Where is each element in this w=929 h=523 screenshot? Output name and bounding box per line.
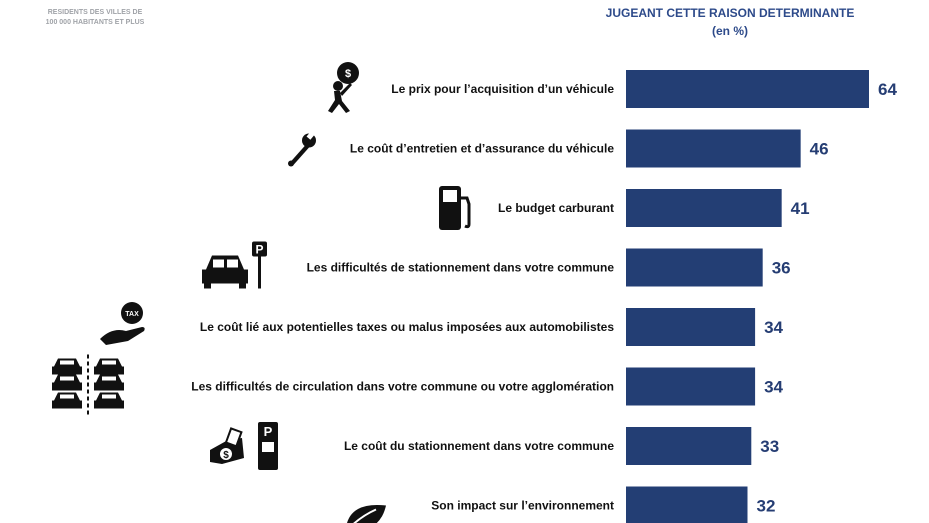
value-label-3: 41 [790, 199, 810, 218]
parking-meter-payment-icon [210, 422, 278, 470]
car-parking-icon [202, 242, 267, 289]
bar-5 [626, 308, 755, 346]
svg-text:P: P [255, 242, 264, 257]
category-label-8: Son impact sur l’environnement [431, 498, 614, 513]
traffic-jam-icon [52, 355, 124, 417]
wrench-icon [288, 131, 316, 166]
tax-bag-hand-icon [100, 302, 145, 345]
category-label-3: Le budget carburant [497, 201, 614, 215]
value-label-1: 64 [878, 80, 897, 99]
category-label-4: Les difficultés de stationnement dans votre commune [306, 260, 614, 275]
bar-3 [626, 189, 782, 227]
category-label-1: Le prix pour l’acquisition d’un véhicule [391, 82, 614, 96]
money-bag-thief-icon [328, 62, 359, 113]
fuel-pump-icon [439, 186, 469, 230]
value-label-4: 36 [771, 258, 791, 278]
svg-text:$: $ [344, 68, 352, 80]
bar-7 [626, 427, 751, 465]
value-label-2: 46 [809, 139, 829, 159]
bar-8 [626, 487, 748, 523]
bar-6 [626, 368, 755, 406]
value-label-7: 33 [760, 437, 780, 456]
bar-1 [626, 70, 869, 108]
category-label-2: Le coût d’entretien et d’assurance du véhicule [349, 141, 614, 156]
value-label-6: 34 [764, 377, 784, 397]
bar-4 [626, 249, 763, 287]
corner-line-1: RESIDENTS DES VILLES DE [47, 9, 143, 16]
header-line-2: (en %) [712, 24, 748, 38]
svg-text:TAX: TAX [125, 311, 139, 318]
category-label-7: Le coût du stationnement dans votre commune [343, 439, 614, 453]
category-label-6: Les difficultés de circulation dans votre commune ou votre agglomération [191, 379, 614, 394]
leaf-icon [344, 505, 386, 523]
corner-line-2: 100 000 HABITANTS ET PLUS [45, 19, 145, 26]
value-label-5: 34 [764, 318, 784, 337]
header-line-1: JUGEANT CETTE RAISON DETERMINANTE [605, 6, 855, 20]
svg-text:$: $ [223, 450, 229, 461]
bar-2 [626, 130, 801, 168]
category-label-5: Le coût lié aux potentielles taxes ou malus imposées aux automobilistes [199, 320, 614, 334]
value-label-8: 32 [756, 496, 776, 516]
svg-text:P: P [263, 424, 273, 439]
